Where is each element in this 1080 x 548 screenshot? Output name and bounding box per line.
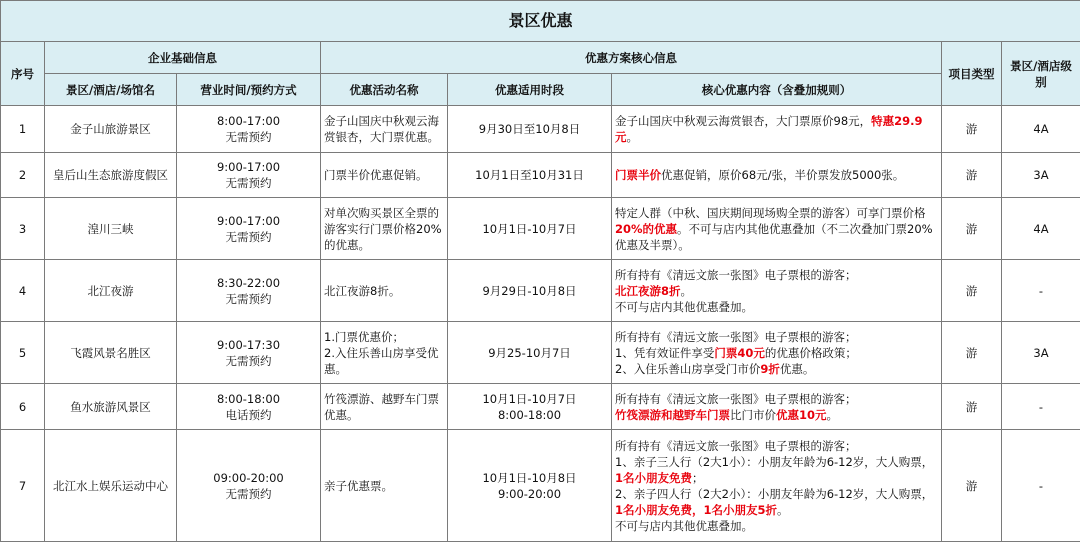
row-level: - xyxy=(1002,384,1080,430)
row-period: 10月1日至10月31日 xyxy=(448,153,612,198)
table-row xyxy=(1,260,1080,322)
header-activity: 优惠活动名称 xyxy=(321,74,448,106)
row-type: 游 xyxy=(942,153,1002,198)
row-content: 所有持有《清远文旅一张图》电子票根的游客； 1、亲子三人行（2大1小）：小朋友年龄为6-12岁，大人购票，1名小朋友免费； 2、亲子四人行（2大2小）：小朋友年龄为6-12岁，大人购票，1名小朋友免费，1名小朋友5折。 不可与店内其他优惠叠加。 xyxy=(612,430,942,542)
header-hours: 营业时间/预约方式 xyxy=(177,74,321,106)
header-group-discount: 优惠方案核心信息 xyxy=(321,42,942,74)
row-content: 特定人群（中秋、国庆期间现场购全票的游客）可享门票价格20%的优惠。不可与店内其他优惠叠加（不二次叠加门票20%优惠及半票）。 xyxy=(612,198,942,260)
row-hours: 8:00-18:00 电话预约 xyxy=(177,384,321,430)
table-row xyxy=(1,384,1080,430)
row-hours: 9:00-17:00 无需预约 xyxy=(177,198,321,260)
row-level: - xyxy=(1002,430,1080,542)
table-row xyxy=(1,322,1080,384)
header-index: 序号 xyxy=(1,42,45,106)
table-row xyxy=(1,106,1080,153)
row-name: 北江水上娱乐运动中心 xyxy=(45,430,177,542)
row-period: 9月25-10月7日 xyxy=(448,322,612,384)
row-level: 3A xyxy=(1002,322,1080,384)
row-hours: 9:00-17:00 无需预约 xyxy=(177,153,321,198)
header-period: 优惠适用时段 xyxy=(448,74,612,106)
row-name: 湟川三峡 xyxy=(45,198,177,260)
row-index: 6 xyxy=(1,384,45,430)
row-hours: 8:30-22:00 无需预约 xyxy=(177,260,321,322)
row-period: 9月29日-10月8日 xyxy=(448,260,612,322)
row-activity: 金子山国庆中秋观云海赏银杏，大门票优惠。 xyxy=(321,106,448,153)
row-content: 门票半价优惠促销，原价68元/张，半价票发放5000张。 xyxy=(612,153,942,198)
row-name: 皇后山生态旅游度假区 xyxy=(45,153,177,198)
row-content: 所有持有《清远文旅一张图》电子票根的游客； 北江夜游8折。 不可与店内其他优惠叠加。 xyxy=(612,260,942,322)
row-index: 1 xyxy=(1,106,45,153)
row-name: 鱼水旅游风景区 xyxy=(45,384,177,430)
table-row xyxy=(1,430,1080,542)
row-activity: 亲子优惠票。 xyxy=(321,430,448,542)
row-period: 10月1日-10月7日 8:00-18:00 xyxy=(448,384,612,430)
header-level: 景区/酒店级别 xyxy=(1002,42,1080,106)
row-period: 10月1日-10月8日 9:00-20:00 xyxy=(448,430,612,542)
row-activity: 门票半价优惠促销。 xyxy=(321,153,448,198)
row-index: 7 xyxy=(1,430,45,542)
table-row xyxy=(1,153,1080,198)
row-hours: 8:00-17:00 无需预约 xyxy=(177,106,321,153)
header-name: 景区/酒店/场馆名 xyxy=(45,74,177,106)
row-level: 3A xyxy=(1002,153,1080,198)
row-type: 游 xyxy=(942,106,1002,153)
row-activity: 1.门票优惠价； 2.入住乐善山房享受优惠。 xyxy=(321,322,448,384)
row-hours: 9:00-17:30 无需预约 xyxy=(177,322,321,384)
row-content: 金子山国庆中秋观云海赏银杏，大门票原价98元，特惠29.9元。 xyxy=(612,106,942,153)
header-type: 项目类型 xyxy=(942,42,1002,106)
row-activity: 对单次购买景区全票的游客实行门票价格20%的优惠。 xyxy=(321,198,448,260)
row-period: 10月1日-10月7日 xyxy=(448,198,612,260)
row-hours: 09:00-20:00 无需预约 xyxy=(177,430,321,542)
row-index: 4 xyxy=(1,260,45,322)
header-group-basic: 企业基础信息 xyxy=(45,42,321,74)
row-index: 3 xyxy=(1,198,45,260)
row-level: 4A xyxy=(1002,198,1080,260)
row-activity: 竹筏漂游、越野车门票优惠。 xyxy=(321,384,448,430)
table-row xyxy=(1,198,1080,260)
row-activity: 北江夜游8折。 xyxy=(321,260,448,322)
row-type: 游 xyxy=(942,384,1002,430)
header-content: 核心优惠内容（含叠加规则） xyxy=(612,74,942,106)
page-title: 景区优惠 xyxy=(1,1,1080,42)
row-level: - xyxy=(1002,260,1080,322)
row-period: 9月30日至10月8日 xyxy=(448,106,612,153)
row-index: 2 xyxy=(1,153,45,198)
row-type: 游 xyxy=(942,198,1002,260)
row-type: 游 xyxy=(942,322,1002,384)
row-index: 5 xyxy=(1,322,45,384)
row-content: 所有持有《清远文旅一张图》电子票根的游客； 竹筏漂游和越野车门票比门市价优惠10元。 xyxy=(612,384,942,430)
row-content: 所有持有《清远文旅一张图》电子票根的游客； 1、凭有效证件享受门票40元的优惠价格政策； 2、入住乐善山房享受门市价9折优惠。 xyxy=(612,322,942,384)
row-type: 游 xyxy=(942,260,1002,322)
row-type: 游 xyxy=(942,430,1002,542)
row-name: 金子山旅游景区 xyxy=(45,106,177,153)
row-level: 4A xyxy=(1002,106,1080,153)
row-name: 北江夜游 xyxy=(45,260,177,322)
row-name: 飞霞风景名胜区 xyxy=(45,322,177,384)
